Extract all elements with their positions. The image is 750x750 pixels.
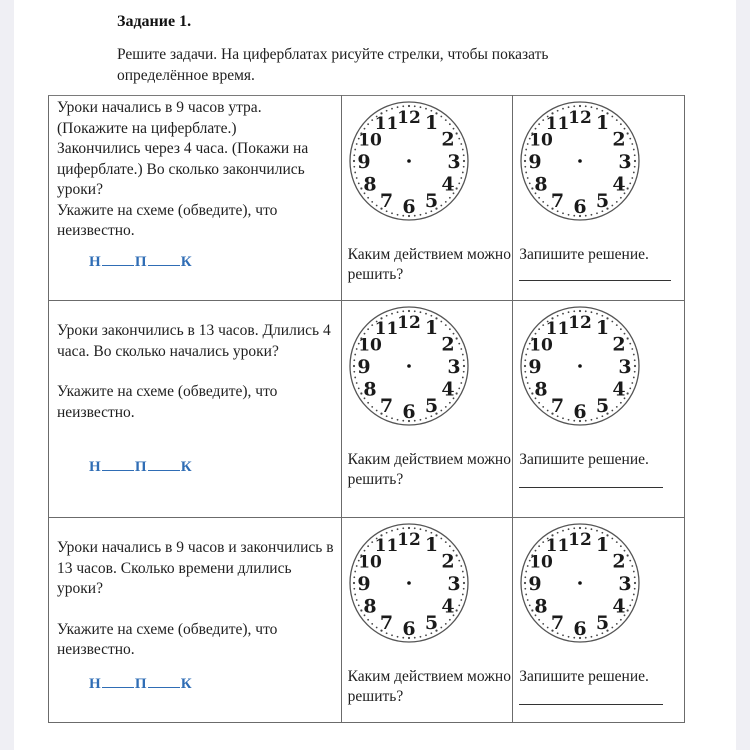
problem-instruction: Укажите на схеме (обведите), что неизвестно. — [57, 620, 278, 658]
problem-line: (Покажите на циферблате.) — [57, 119, 237, 137]
svg-text:4: 4 — [440, 378, 455, 401]
svg-text:2: 2 — [440, 333, 455, 356]
svg-text:3: 3 — [618, 356, 632, 378]
svg-text:4: 4 — [440, 173, 455, 196]
svg-text:11: 11 — [545, 114, 570, 135]
clock-cell — [341, 301, 513, 518]
svg-text:8: 8 — [534, 378, 548, 401]
clock-face-icon[interactable] — [518, 99, 642, 223]
svg-text:11: 11 — [374, 114, 398, 135]
scheme-blank — [148, 677, 180, 688]
svg-text:3: 3 — [618, 573, 632, 595]
scheme-npk[interactable] — [89, 459, 192, 476]
svg-text:5: 5 — [596, 189, 610, 212]
problem-line: Уроки начались в 9 часов утра. — [57, 99, 262, 116]
svg-text:7: 7 — [379, 394, 393, 417]
svg-text:1: 1 — [424, 317, 438, 340]
svg-text:1: 1 — [424, 534, 438, 557]
problem-text — [49, 518, 341, 661]
svg-text:7: 7 — [551, 611, 565, 634]
scheme-duration-label[interactable]: П — [134, 254, 147, 270]
scheme-npk[interactable] — [89, 676, 192, 693]
problem-cell — [49, 518, 342, 723]
clock-face-icon[interactable] — [347, 521, 471, 645]
action-question: Каким действием можно решить? — [347, 668, 511, 705]
answer-cell — [513, 518, 685, 723]
svg-text:9: 9 — [357, 151, 371, 173]
scheme-blank — [102, 677, 134, 688]
svg-text:5: 5 — [424, 611, 438, 634]
svg-text:2: 2 — [440, 550, 455, 573]
problem-text — [49, 301, 341, 423]
problem-instruction: Укажите на схеме (обведите), что неизвестно. — [57, 383, 278, 421]
scheme-npk[interactable] — [89, 254, 192, 271]
svg-text:7: 7 — [551, 189, 565, 212]
svg-text:7: 7 — [379, 611, 393, 634]
svg-text:10: 10 — [357, 130, 382, 151]
svg-text:1: 1 — [596, 534, 610, 557]
svg-text:12: 12 — [568, 530, 593, 550]
task-row-2 — [49, 301, 685, 518]
svg-text:2: 2 — [612, 333, 626, 356]
scheme-blank — [102, 255, 134, 266]
svg-text:4: 4 — [440, 595, 455, 618]
answer-line[interactable] — [519, 280, 671, 281]
clock-cell — [341, 518, 513, 723]
write-solution-label: Запишите решение. — [519, 668, 649, 685]
svg-text:12: 12 — [396, 108, 421, 128]
write-solution-label: Запишите решение. — [519, 451, 649, 468]
clock-face-icon[interactable] — [518, 521, 642, 645]
svg-text:6: 6 — [573, 196, 587, 218]
problem-cell — [49, 301, 342, 518]
svg-text:6: 6 — [573, 618, 587, 640]
svg-text:8: 8 — [363, 378, 377, 401]
scheme-duration-label[interactable]: П — [134, 459, 147, 475]
svg-text:10: 10 — [529, 335, 554, 356]
svg-text:9: 9 — [528, 151, 542, 173]
svg-text:8: 8 — [363, 595, 377, 618]
svg-text:1: 1 — [424, 112, 438, 135]
svg-text:3: 3 — [447, 151, 461, 173]
svg-text:6: 6 — [573, 401, 587, 423]
svg-text:1: 1 — [596, 112, 610, 135]
scheme-blank — [102, 460, 134, 471]
answer-cell — [513, 96, 685, 301]
scheme-start-label[interactable]: Н — [89, 254, 101, 270]
clock-face-icon[interactable] — [347, 304, 471, 428]
write-solution-label: Запишите решение. — [519, 246, 649, 263]
svg-text:9: 9 — [357, 356, 371, 378]
svg-text:10: 10 — [529, 130, 554, 151]
svg-text:6: 6 — [402, 401, 416, 423]
problem-line: Уроки закончились в 13 часов. Длились 4 часа. Во сколько начались уроки? — [57, 322, 331, 360]
svg-text:9: 9 — [528, 356, 542, 378]
clock-face-icon[interactable] — [518, 304, 642, 428]
svg-text:12: 12 — [396, 313, 421, 333]
svg-text:10: 10 — [357, 552, 382, 573]
svg-text:3: 3 — [618, 151, 632, 173]
task-row-1 — [49, 96, 685, 301]
svg-text:5: 5 — [424, 394, 438, 417]
svg-text:12: 12 — [396, 530, 421, 550]
svg-text:5: 5 — [596, 611, 610, 634]
svg-text:6: 6 — [402, 618, 416, 640]
svg-text:9: 9 — [357, 573, 371, 595]
svg-text:11: 11 — [545, 536, 570, 557]
svg-text:7: 7 — [551, 394, 565, 417]
svg-text:2: 2 — [612, 550, 626, 573]
svg-text:4: 4 — [612, 595, 626, 618]
svg-text:10: 10 — [357, 335, 382, 356]
svg-text:11: 11 — [374, 319, 398, 340]
svg-text:3: 3 — [447, 356, 461, 378]
problem-cell — [49, 96, 342, 301]
svg-text:4: 4 — [612, 378, 626, 401]
scheme-duration-label[interactable]: П — [134, 676, 147, 692]
svg-text:1: 1 — [596, 317, 610, 340]
tasks-table — [48, 95, 685, 723]
task-instructions: Решите задачи. На циферблатах рисуйте стрелки, чтобы показать определённое время. — [117, 46, 549, 84]
action-question: Каким действием можно решить? — [347, 451, 511, 488]
task-title: Задание 1. — [117, 13, 192, 30]
task-row-3 — [49, 518, 685, 723]
scheme-end-label[interactable]: К — [180, 676, 192, 692]
scheme-start-label[interactable]: Н — [89, 459, 101, 475]
problem-instruction: Укажите на схеме (обведите), что неизвестно. — [57, 201, 278, 239]
svg-text:5: 5 — [424, 189, 438, 212]
svg-text:2: 2 — [612, 128, 626, 151]
svg-text:8: 8 — [363, 173, 377, 196]
svg-text:8: 8 — [534, 595, 548, 618]
clock-face-icon[interactable] — [347, 99, 471, 223]
scheme-end-label[interactable]: К — [180, 254, 192, 270]
problem-text — [49, 96, 341, 242]
svg-text:9: 9 — [528, 573, 542, 595]
svg-text:4: 4 — [612, 173, 626, 196]
svg-text:5: 5 — [596, 394, 610, 417]
problem-line: Закончились через 4 часа. (Покажи на циферблате.) Во сколько закончились уроки? — [57, 140, 309, 198]
answer-line[interactable] — [519, 704, 663, 705]
svg-text:3: 3 — [447, 573, 461, 595]
scheme-blank — [148, 460, 180, 471]
clock-cell — [341, 96, 513, 301]
svg-text:12: 12 — [568, 108, 593, 128]
svg-text:7: 7 — [379, 189, 393, 212]
worksheet-page — [14, 0, 736, 750]
problem-line: Уроки начались в 9 часов и закончились в 13 часов. Сколько времени длились уроки? — [57, 539, 334, 597]
action-question: Каким действием можно решить? — [347, 246, 511, 283]
svg-text:11: 11 — [374, 536, 398, 557]
svg-text:2: 2 — [440, 128, 455, 151]
scheme-blank — [148, 255, 180, 266]
svg-text:11: 11 — [545, 319, 570, 340]
scheme-end-label[interactable]: К — [180, 459, 192, 475]
svg-text:12: 12 — [568, 313, 593, 333]
svg-text:6: 6 — [402, 196, 416, 218]
svg-text:10: 10 — [529, 552, 554, 573]
svg-text:8: 8 — [534, 173, 548, 196]
scheme-start-label[interactable]: Н — [89, 676, 101, 692]
answer-cell — [513, 301, 685, 518]
answer-line[interactable] — [519, 487, 663, 488]
